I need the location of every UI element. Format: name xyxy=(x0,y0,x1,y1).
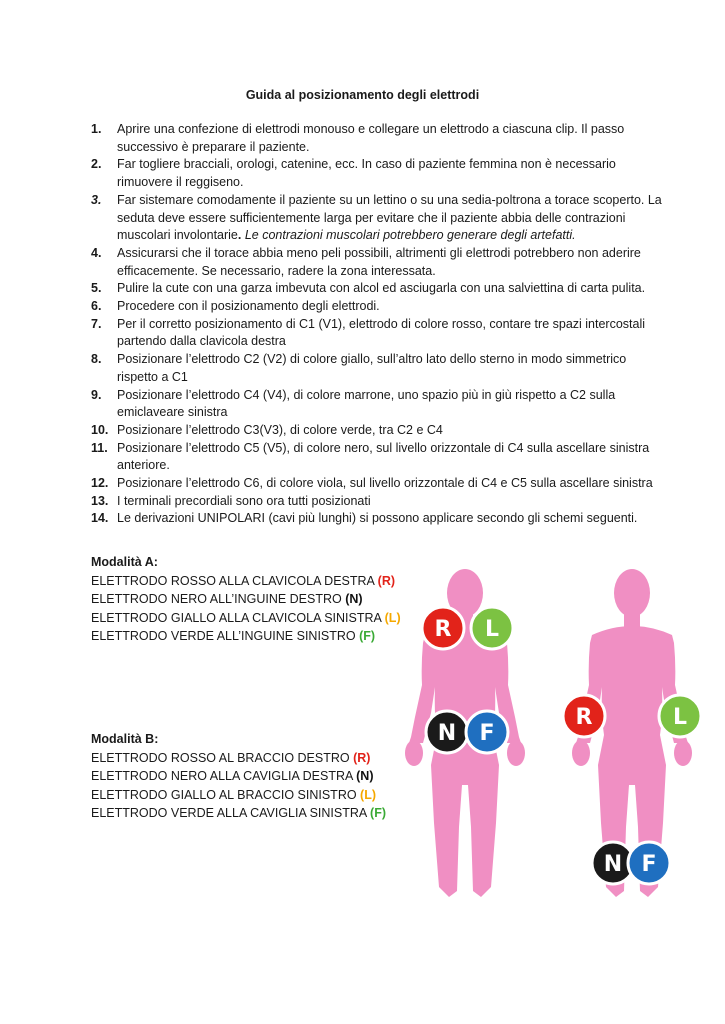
step-text: Posizionare l’elettrodo C5 (V5), di colore nero, sul livello orizzontale di C4 sulla ascellare sinistra anteriore. xyxy=(117,440,650,473)
list-item xyxy=(91,316,666,351)
step-number: 10. xyxy=(91,422,109,437)
list-item xyxy=(91,245,666,280)
list-item xyxy=(91,192,666,245)
step-number: 13. xyxy=(91,493,109,508)
step-number: 4. xyxy=(91,245,102,260)
electrode-r-icon xyxy=(422,607,464,649)
svg-text:L: L xyxy=(672,705,688,730)
mode-a-heading: Modalità A: xyxy=(91,555,158,569)
svg-text:F: F xyxy=(479,721,495,746)
list-item xyxy=(91,298,666,316)
mode-a-line: ELETTRODO ROSSO ALLA CLAVICOLA DESTRA (R) xyxy=(91,573,396,588)
mode-b-line: ELETTRODO ROSSO AL BRACCIO DESTRO (R) xyxy=(91,750,371,765)
svg-text:N: N xyxy=(437,721,457,746)
electrode-f-icon xyxy=(628,842,670,884)
code-r: (R) xyxy=(353,750,371,765)
step-text: Per il corretto posizionamento di C1 (V1), elettrodo di colore rosso, contare tre spazi intercostali partendo dalla clavicola destra xyxy=(117,316,646,349)
step-number: 2. xyxy=(91,157,102,172)
step-number: 3. xyxy=(91,192,102,207)
electrode-l-icon xyxy=(471,607,513,649)
mode-a-line: ELETTRODO VERDE ALL’INGUINE SINISTRO (F) xyxy=(91,629,376,643)
list-item xyxy=(91,121,666,156)
step-text: Assicurarsi che il torace abbia meno peli possibili, altrimenti gli elettrodi potrebbero non aderire efficacemente. Se necessario, radere la zona interessata. xyxy=(117,245,641,278)
step-text-italic: Le contrazioni muscolari potrebbero generare degli artefatti. xyxy=(241,228,576,243)
code-f: (F) xyxy=(359,629,376,643)
list-item xyxy=(91,493,666,511)
code-l: (L) xyxy=(384,610,401,625)
list-item xyxy=(91,351,666,386)
step-text: Posizionare l’elettrodo C4 (V4), di colore marrone, uno spazio più in giù rispetto a C2 sulla emiclaveare sinistra xyxy=(117,387,616,420)
mode-b-heading: Modalità B: xyxy=(91,732,159,746)
electrode-r-icon xyxy=(563,695,605,737)
list-item xyxy=(91,422,666,440)
step-text: Posizionare l’elettrodo C6, di colore viola, sul livello orizzontale di C4 e C5 sulla ascellare sinistra xyxy=(117,476,653,491)
step-text: Pulire la cute con una garza imbevuta con alcol ed asciugarla con una salviettina di carta pulita. xyxy=(117,281,646,296)
mode-b-line: ELETTRODO VERDE ALLA CAVIGLIA SINISTRA (F) xyxy=(91,806,386,820)
step-text: Le derivazioni UNIPOLARI (cavi più lunghi) si possono applicare secondo gli schemi seguenti. xyxy=(117,511,638,526)
list-item xyxy=(91,156,666,191)
list-item xyxy=(91,510,666,528)
mode-a-section xyxy=(91,553,401,646)
list-item xyxy=(91,440,666,475)
svg-text:R: R xyxy=(575,705,593,730)
page-title: Guida al posizionamento degli elettrodi xyxy=(245,88,480,102)
code-n: (N) xyxy=(345,592,363,606)
svg-text:F: F xyxy=(641,852,657,877)
step-text: Posizionare l’elettrodo C2 (V2) di colore giallo, sull’altro lato dello sterno in modo simmetrico rispetto a C1 xyxy=(117,352,627,384)
electrode-n-icon xyxy=(426,711,468,753)
mode-a-line: ELETTRODO NERO ALL’INGUINE DESTRO (N) xyxy=(91,592,363,606)
mode-b-line: ELETTRODO NERO ALLA CAVIGLIA DESTRA (N) xyxy=(91,769,374,783)
step-text: I terminali precordiali sono ora tutti posizionati xyxy=(117,493,371,508)
step-number: 14. xyxy=(91,511,109,526)
mode-a-line: ELETTRODO GIALLO ALLA CLAVICOLA SINISTRA (L) xyxy=(91,610,401,625)
step-number: 9. xyxy=(91,387,102,402)
list-item xyxy=(91,475,666,493)
svg-text:L: L xyxy=(484,617,500,642)
electrode-placement-figure xyxy=(390,565,710,910)
svg-text:N: N xyxy=(603,852,623,877)
list-item xyxy=(91,387,666,422)
step-number: 6. xyxy=(91,299,102,314)
electrode-f-icon xyxy=(466,711,508,753)
instruction-list xyxy=(91,121,666,528)
step-text: Procedere con il posizionamento degli elettrodi. xyxy=(117,299,380,314)
step-text: Aprire una confezione di elettrodi monouso e collegare un elettrodo a ciascuna clip. Il passo successivo è preparare il paziente. xyxy=(117,122,625,154)
step-number: 1. xyxy=(91,122,102,136)
mode-b-line: ELETTRODO GIALLO AL BRACCIO SINISTRO (L) xyxy=(91,787,377,802)
list-item xyxy=(91,280,666,298)
code-r: (R) xyxy=(377,573,396,588)
step-number: 11. xyxy=(91,440,108,455)
code-f: (F) xyxy=(370,806,386,820)
mode-b-section xyxy=(91,730,386,823)
step-text-dot: . xyxy=(237,228,242,243)
step-number: 7. xyxy=(91,316,102,331)
electrode-l-icon xyxy=(659,695,701,737)
svg-text:R: R xyxy=(434,617,452,642)
step-text: Far sistemare comodamente il paziente su un lettino o su una sedia-poltrona a torace scoperto. La seduta deve essere sufficientemente larga per evitare che il paziente abbia delle contrazioni muscolari involontarie xyxy=(117,192,662,243)
step-number: 8. xyxy=(91,352,102,367)
step-number: 5. xyxy=(91,281,102,296)
step-number: 12. xyxy=(91,476,109,491)
code-l: (L) xyxy=(360,787,377,802)
step-text: Posizionare l’elettrodo C3(V3), di colore verde, tra C2 e C4 xyxy=(117,422,443,437)
step-text: Far togliere bracciali, orologi, catenine, ecc. In caso di paziente femmina non è necessario rimuovere il reggiseno. xyxy=(117,157,616,190)
code-n: (N) xyxy=(356,769,374,783)
